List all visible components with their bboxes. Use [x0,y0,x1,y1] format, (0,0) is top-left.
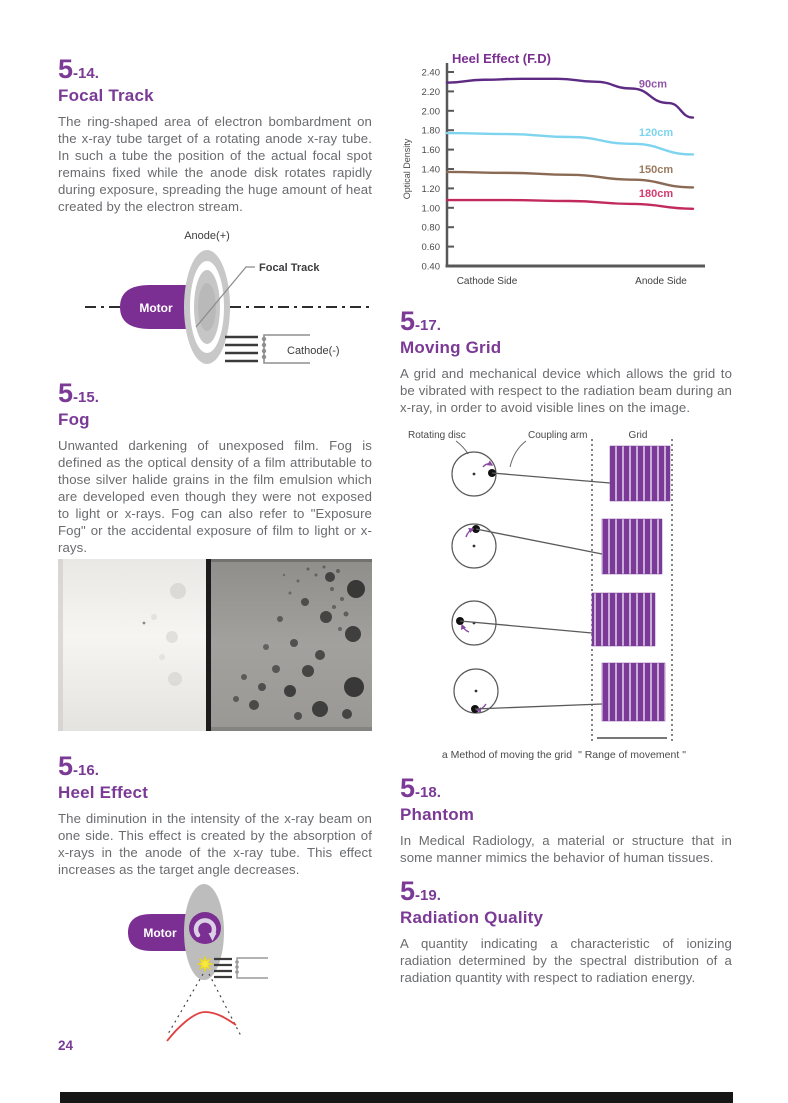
focal-spot-star [197,956,213,972]
moving-grid-diagram [400,426,730,771]
heel-effect-diagram [110,884,424,1044]
coupling-arms [460,473,610,709]
entry-number: 5 [400,773,416,803]
entry-subnumber: -19. [415,887,441,904]
svg-text:Cathode Side: Cathode Side [456,276,518,287]
entry-title: Heel Effect [58,783,149,802]
svg-text:0.80: 0.80 [421,222,440,234]
entry-number: 5 [400,306,416,336]
entry-5-19-heading [400,878,732,926]
svg-text:Anode Side: Anode Side [635,276,687,287]
cathode-label: Cathode(-) [287,345,340,357]
entry-number: 5 [400,876,416,906]
motor-label: Motor [143,926,177,940]
svg-text:120cm: 120cm [638,127,674,140]
entry-title: Moving Grid [400,338,502,357]
entry-title: Phantom [400,805,475,824]
method-caption: a Method of moving the grid [441,749,573,761]
svg-text:1.80: 1.80 [421,125,440,137]
motor [128,914,190,951]
entry-5-18-body: In Medical Radiology, a material or structure that in some manner mimics the behavior of human tissues. [400,833,732,865]
focal-track-label: Focal Track [259,262,320,274]
svg-text:0.40: 0.40 [421,261,440,273]
anode-label: Anode(+) [184,230,230,242]
entry-title: Radiation Quality [400,908,544,927]
entry-5-15-body: Unwanted darkening of unexposed film. Fog is defined as the optical density of a film attributable to those silver halide grains in the film emulsion which are developed even though they were not exposed to light or x-rays. Fog can also refer to "Exposure Fog" or the accidental exposure of film to light or x-rays. [58,438,372,555]
entry-5-14-heading [58,56,372,104]
svg-text:Optical Density: Optical Density [402,138,412,200]
entry-title: Fog [58,410,90,429]
motor-label: Motor [139,301,173,315]
entry-5-15-heading [58,380,372,428]
coupling-arm-label: Coupling arm [528,430,588,441]
svg-text:90cm: 90cm [638,78,668,91]
entry-title: Focal Track [58,86,154,105]
svg-text:1.00: 1.00 [421,203,440,215]
grids [592,446,670,721]
svg-text:2.20: 2.20 [421,86,440,98]
entry-number: 5 [58,378,74,408]
entry-subnumber: -18. [415,784,441,801]
entry-5-16-body: The diminution in the intensity of the x-ray beam on one side. This effect is created by the absorption of x-rays in the anode of the x-ray tube. This effect increases as the target angle decreases. [58,811,372,877]
entry-number: 5 [58,54,74,84]
left-column [58,56,372,1044]
entry-5-16-heading [58,753,372,801]
rotating-disc-label: Rotating disc [408,430,466,441]
cathode-filament [225,337,258,361]
entry-subnumber: -16. [73,762,99,779]
film-divider [206,559,211,731]
entry-5-19-body: A quantity indicating a characteristic of ionizing radiation determined by the spectral distribution of a radiation quantity with respect to radiation energy. [400,936,732,985]
entry-5-17-body: A grid and mechanical device which allows the grid to be vibrated with respect to the radiation beam during an x-ray, in order to avoid visible lines on the image. [400,366,732,415]
right-column [400,50,732,986]
rotating-disc-pointer [456,441,468,454]
anode-disk [184,250,230,364]
page-number: 24 [58,1038,74,1053]
fog-film-photo [58,559,372,731]
intensity-curve [167,1012,236,1041]
svg-text:180cm: 180cm [638,188,674,201]
heel-effect-chart [400,50,732,292]
svg-text:1.60: 1.60 [421,145,440,157]
svg-text:2.40: 2.40 [421,67,440,79]
svg-text:2.00: 2.00 [421,106,440,118]
cathode-bracket [235,958,268,978]
entry-subnumber: -14. [73,65,99,82]
entry-subnumber: -17. [415,317,441,334]
svg-text:Heel Effect (F.D): Heel Effect (F.D) [452,51,551,66]
entry-subnumber: -15. [73,389,99,406]
svg-text:150cm: 150cm [638,163,674,176]
entry-number: 5 [58,751,74,781]
entry-5-17-heading [400,308,732,356]
focal-track-diagram [58,229,372,372]
rotation-arrow [189,912,221,944]
range-caption: " Range of movement " [578,749,686,761]
svg-text:1.40: 1.40 [421,164,440,176]
entry-5-18-heading [400,775,732,823]
grid-label: Grid [628,430,648,441]
svg-text:0.60: 0.60 [421,242,440,254]
rotating-discs [452,452,610,713]
motor [120,285,192,329]
svg-text:1.20: 1.20 [421,183,440,195]
footer-bar [60,1092,733,1103]
coupling-arm-pointer [510,441,526,467]
entry-5-14-body: The ring-shaped area of electron bombardment on the x-ray tube target of a rotating anode x-ray tube. In such a tube the position of the actual focal spot remains fixed while the anode disk rotates rapidly during exposure, spreading the huge amount of heat created by the electron stream. [58,114,372,214]
